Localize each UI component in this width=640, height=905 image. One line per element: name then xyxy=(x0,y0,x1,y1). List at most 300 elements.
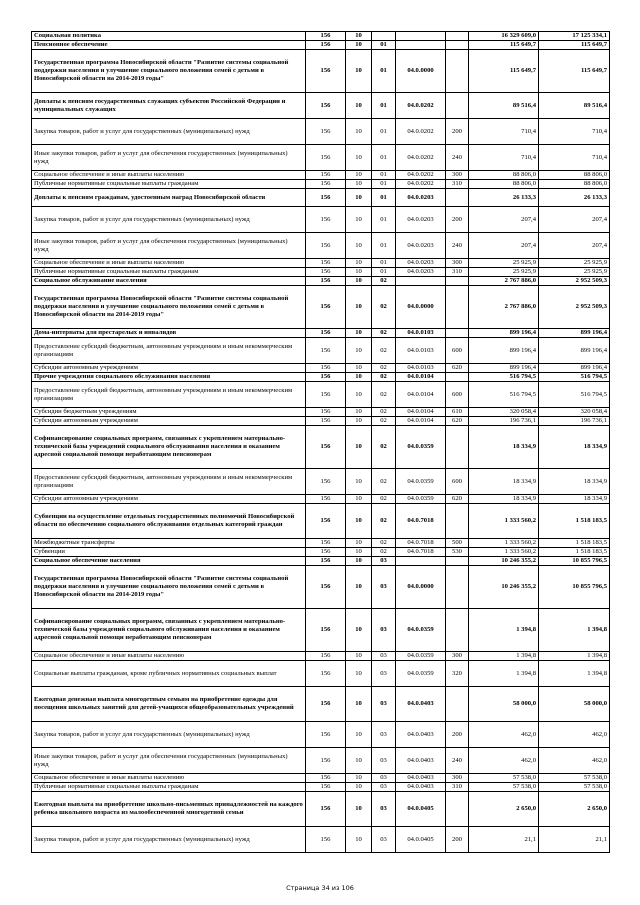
cell-amount-year2: 710,4 xyxy=(539,119,610,145)
cell-amount-year1: 462,0 xyxy=(469,748,539,774)
cell-ved: 156 xyxy=(306,548,346,557)
cell-subsection: 03 xyxy=(372,783,396,792)
row-name: Ежегодная денежная выплата многодетным семьям на приобретение одежды для посещения школьных занятий для детей-учащихся общеобразовательных учреждений xyxy=(32,687,306,722)
cell-ved: 156 xyxy=(306,180,346,189)
cell-section: 10 xyxy=(346,382,372,408)
cell-target-article: 04.0.0203 xyxy=(396,268,446,277)
row-name: Социальные выплаты гражданам, кроме публичных нормативных социальных выплат xyxy=(32,661,306,687)
cell-subsection: 01 xyxy=(372,233,396,259)
cell-amount-year2: 17 125 334,1 xyxy=(539,32,610,41)
cell-expense-type: 320 xyxy=(446,661,469,687)
row-name: Субвенции на осуществление отдельных государственных полномочий Новосибирской области по обеспечению социального обслуживания отдельных категорий граждан xyxy=(32,504,306,539)
cell-ved: 156 xyxy=(306,338,346,364)
cell-section: 10 xyxy=(346,469,372,495)
cell-amount-year1: 710,4 xyxy=(469,119,539,145)
cell-amount-year1: 899 196,4 xyxy=(469,329,539,338)
table-row xyxy=(32,93,610,119)
cell-section: 10 xyxy=(346,189,372,207)
cell-subsection: 02 xyxy=(372,286,396,329)
cell-subsection: 02 xyxy=(372,408,396,417)
cell-expense-type xyxy=(446,687,469,722)
cell-target-article: 04.0.0104 xyxy=(396,373,446,382)
cell-target-article: 04.0.0103 xyxy=(396,364,446,373)
cell-amount-year1: 1 394,8 xyxy=(469,661,539,687)
row-name: Субсидии автономным учреждениям xyxy=(32,364,306,373)
row-name: Социальное обеспечение и иные выплаты населению xyxy=(32,652,306,661)
row-name: Предоставление субсидий бюджетным, автономным учреждениям и иным некоммерческим организациям xyxy=(32,469,306,495)
cell-subsection: 02 xyxy=(372,338,396,364)
table-row xyxy=(32,661,610,687)
row-name: Субсидии бюджетным учреждениям xyxy=(32,408,306,417)
cell-subsection: 01 xyxy=(372,145,396,171)
cell-amount-year2: 18 334,9 xyxy=(539,426,610,469)
cell-section: 10 xyxy=(346,171,372,180)
cell-section: 10 xyxy=(346,661,372,687)
cell-subsection: 01 xyxy=(372,268,396,277)
cell-subsection: 02 xyxy=(372,548,396,557)
cell-section: 10 xyxy=(346,539,372,548)
cell-subsection: 01 xyxy=(372,259,396,268)
table-row xyxy=(32,145,610,171)
cell-amount-year2: 88 806,0 xyxy=(539,180,610,189)
cell-subsection: 02 xyxy=(372,495,396,504)
cell-target-article: 04.0.0403 xyxy=(396,748,446,774)
cell-expense-type xyxy=(446,286,469,329)
cell-amount-year2: 1 518 183,5 xyxy=(539,504,610,539)
cell-section: 10 xyxy=(346,268,372,277)
cell-amount-year2: 18 334,9 xyxy=(539,495,610,504)
cell-subsection: 01 xyxy=(372,119,396,145)
cell-amount-year1: 516 794,5 xyxy=(469,382,539,408)
cell-amount-year1: 196 736,1 xyxy=(469,417,539,426)
cell-expense-type: 200 xyxy=(446,722,469,748)
row-name: Социальное обеспечение и иные выплаты населению xyxy=(32,171,306,180)
row-name: Иные закупки товаров, работ и услуг для обеспечения государственных (муниципальных) нужд xyxy=(32,748,306,774)
cell-ved: 156 xyxy=(306,417,346,426)
cell-amount-year2: 1 394,8 xyxy=(539,661,610,687)
cell-target-article: 04.0.0103 xyxy=(396,329,446,338)
cell-subsection: 02 xyxy=(372,373,396,382)
cell-amount-year2: 1 394,8 xyxy=(539,609,610,652)
cell-amount-year2: 18 334,9 xyxy=(539,469,610,495)
cell-target-article: 04.0.0202 xyxy=(396,171,446,180)
cell-target-article: 04.0.0403 xyxy=(396,722,446,748)
row-name: Софинансирование социальных программ, связанных с укреплением материально-технической базы учреждений социального обслуживания населения и оказанием адресной социальной помощи неработающим пенсионерам xyxy=(32,609,306,652)
cell-subsection: 03 xyxy=(372,748,396,774)
cell-section: 10 xyxy=(346,364,372,373)
cell-amount-year1: 207,4 xyxy=(469,233,539,259)
cell-expense-type: 600 xyxy=(446,469,469,495)
cell-subsection: 03 xyxy=(372,792,396,827)
cell-amount-year2: 1 394,8 xyxy=(539,652,610,661)
cell-ved: 156 xyxy=(306,469,346,495)
table-row xyxy=(32,426,610,469)
table-row xyxy=(32,119,610,145)
cell-target-article xyxy=(396,277,446,286)
table-row xyxy=(32,259,610,268)
row-name: Доплаты к пенсиям гражданам, удостоенным наград Новосибирской области xyxy=(32,189,306,207)
cell-amount-year1: 899 196,4 xyxy=(469,364,539,373)
cell-section: 10 xyxy=(346,373,372,382)
cell-target-article: 04.0.0103 xyxy=(396,338,446,364)
table-row xyxy=(32,373,610,382)
cell-ved: 156 xyxy=(306,539,346,548)
cell-expense-type: 240 xyxy=(446,233,469,259)
table-row xyxy=(32,557,610,566)
cell-section: 10 xyxy=(346,41,372,50)
table-row xyxy=(32,329,610,338)
row-name: Закупка товаров, работ и услуг для государственных (муниципальных) нужд xyxy=(32,722,306,748)
cell-section: 10 xyxy=(346,609,372,652)
cell-target-article: 04.0.0202 xyxy=(396,145,446,171)
table-row xyxy=(32,382,610,408)
row-name: Закупка товаров, работ и услуг для государственных (муниципальных) нужд xyxy=(32,119,306,145)
cell-subsection: 02 xyxy=(372,364,396,373)
cell-ved: 156 xyxy=(306,277,346,286)
cell-amount-year2: 462,0 xyxy=(539,748,610,774)
cell-subsection: 01 xyxy=(372,171,396,180)
cell-ved: 156 xyxy=(306,233,346,259)
cell-section: 10 xyxy=(346,93,372,119)
cell-section: 10 xyxy=(346,417,372,426)
cell-expense-type: 500 xyxy=(446,539,469,548)
cell-target-article xyxy=(396,32,446,41)
table-row xyxy=(32,652,610,661)
row-name: Социальное обеспечение и иные выплаты населению xyxy=(32,259,306,268)
cell-target-article: 04.0.0405 xyxy=(396,792,446,827)
cell-section: 10 xyxy=(346,233,372,259)
table-body xyxy=(32,32,610,853)
cell-amount-year1: 1 394,8 xyxy=(469,609,539,652)
cell-ved: 156 xyxy=(306,827,346,853)
table-row xyxy=(32,286,610,329)
cell-amount-year1: 1 333 560,2 xyxy=(469,539,539,548)
cell-amount-year1: 899 196,4 xyxy=(469,338,539,364)
table-row xyxy=(32,609,610,652)
cell-ved: 156 xyxy=(306,171,346,180)
cell-amount-year1: 18 334,9 xyxy=(469,426,539,469)
cell-expense-type xyxy=(446,93,469,119)
cell-expense-type xyxy=(446,792,469,827)
table-row xyxy=(32,495,610,504)
table-row xyxy=(32,469,610,495)
cell-amount-year1: 1 333 560,2 xyxy=(469,504,539,539)
row-name: Субсидии автономным учреждениям xyxy=(32,495,306,504)
cell-amount-year2: 10 855 796,5 xyxy=(539,557,610,566)
cell-ved: 156 xyxy=(306,408,346,417)
cell-expense-type: 300 xyxy=(446,774,469,783)
cell-amount-year2: 516 794,5 xyxy=(539,382,610,408)
cell-amount-year2: 710,4 xyxy=(539,145,610,171)
row-name: Публичные нормативные социальные выплаты гражданам xyxy=(32,783,306,792)
row-name: Дома-интернаты для престарелых и инвалидов xyxy=(32,329,306,338)
cell-amount-year1: 1 394,8 xyxy=(469,652,539,661)
row-name: Социальное обеспечение населения xyxy=(32,557,306,566)
cell-ved: 156 xyxy=(306,687,346,722)
cell-section: 10 xyxy=(346,426,372,469)
table-row xyxy=(32,32,610,41)
cell-ved: 156 xyxy=(306,93,346,119)
cell-target-article: 04.0.0359 xyxy=(396,609,446,652)
cell-amount-year1: 320 058,4 xyxy=(469,408,539,417)
row-name: Социальная политика xyxy=(32,32,306,41)
cell-expense-type: 200 xyxy=(446,119,469,145)
cell-section: 10 xyxy=(346,792,372,827)
row-name: Социальное обслуживание населения xyxy=(32,277,306,286)
table-row xyxy=(32,180,610,189)
cell-target-article: 04.0.0104 xyxy=(396,417,446,426)
cell-expense-type: 200 xyxy=(446,207,469,233)
cell-amount-year1: 1 333 560,2 xyxy=(469,548,539,557)
row-name: Государственная программа Новосибирской области "Развитие системы социальной поддержки населения и улучшение социального положения семей с детьми в Новосибирской области на 2014-2019 годы" xyxy=(32,566,306,609)
cell-subsection: 03 xyxy=(372,566,396,609)
cell-ved: 156 xyxy=(306,382,346,408)
cell-target-article: 04.0.0203 xyxy=(396,189,446,207)
cell-expense-type: 300 xyxy=(446,652,469,661)
cell-subsection: 03 xyxy=(372,722,396,748)
cell-target-article: 04.0.0403 xyxy=(396,774,446,783)
cell-amount-year1: 58 000,0 xyxy=(469,687,539,722)
cell-section: 10 xyxy=(346,277,372,286)
table-row xyxy=(32,277,610,286)
cell-expense-type xyxy=(446,41,469,50)
cell-target-article: 04.0.0359 xyxy=(396,495,446,504)
cell-section: 10 xyxy=(346,180,372,189)
cell-amount-year1: 57 538,0 xyxy=(469,783,539,792)
cell-target-article: 04.0.7018 xyxy=(396,539,446,548)
cell-target-article: 04.0.7018 xyxy=(396,504,446,539)
table-row xyxy=(32,233,610,259)
cell-amount-year1: 10 246 355,2 xyxy=(469,566,539,609)
cell-subsection: 03 xyxy=(372,609,396,652)
row-name: Ежегодная выплата на приобретение школьно-письменных принадлежностей на каждого ребенка школьного возраста из малообеспеченной многодетной семьи xyxy=(32,792,306,827)
cell-target-article: 04.0.0203 xyxy=(396,259,446,268)
cell-ved: 156 xyxy=(306,259,346,268)
cell-amount-year1: 88 806,0 xyxy=(469,180,539,189)
cell-amount-year1: 57 538,0 xyxy=(469,774,539,783)
cell-expense-type xyxy=(446,50,469,93)
cell-expense-type: 310 xyxy=(446,268,469,277)
cell-ved: 156 xyxy=(306,364,346,373)
cell-target-article: 04.0.0000 xyxy=(396,286,446,329)
cell-amount-year1: 18 334,9 xyxy=(469,469,539,495)
cell-expense-type: 240 xyxy=(446,748,469,774)
cell-subsection: 03 xyxy=(372,652,396,661)
cell-amount-year2: 57 538,0 xyxy=(539,783,610,792)
cell-ved: 156 xyxy=(306,286,346,329)
cell-subsection: 02 xyxy=(372,329,396,338)
cell-amount-year1: 18 334,9 xyxy=(469,495,539,504)
cell-section: 10 xyxy=(346,50,372,93)
cell-amount-year2: 207,4 xyxy=(539,207,610,233)
cell-expense-type xyxy=(446,426,469,469)
cell-target-article: 04.0.0359 xyxy=(396,652,446,661)
cell-ved: 156 xyxy=(306,207,346,233)
cell-amount-year2: 21,1 xyxy=(539,827,610,853)
cell-amount-year1: 207,4 xyxy=(469,207,539,233)
row-name: Публичные нормативные социальные выплаты гражданам xyxy=(32,180,306,189)
cell-amount-year2: 10 855 796,5 xyxy=(539,566,610,609)
cell-expense-type xyxy=(446,32,469,41)
cell-expense-type: 620 xyxy=(446,364,469,373)
cell-subsection: 03 xyxy=(372,557,396,566)
cell-amount-year1: 10 246 355,2 xyxy=(469,557,539,566)
cell-ved: 156 xyxy=(306,495,346,504)
table-row xyxy=(32,189,610,207)
row-name: Предоставление субсидий бюджетным, автономным учреждениям и иным некоммерческим организациям xyxy=(32,338,306,364)
cell-amount-year2: 207,4 xyxy=(539,233,610,259)
cell-expense-type: 310 xyxy=(446,783,469,792)
budget-table xyxy=(31,31,610,853)
table-row xyxy=(32,268,610,277)
cell-expense-type xyxy=(446,557,469,566)
cell-amount-year1: 462,0 xyxy=(469,722,539,748)
row-name: Закупка товаров, работ и услуг для государственных (муниципальных) нужд xyxy=(32,827,306,853)
cell-section: 10 xyxy=(346,338,372,364)
row-name: Социальное обеспечение и иные выплаты населению xyxy=(32,774,306,783)
row-name: Прочие учреждения социального обслуживания населения xyxy=(32,373,306,382)
cell-ved: 156 xyxy=(306,609,346,652)
cell-ved: 156 xyxy=(306,792,346,827)
cell-amount-year2: 25 925,9 xyxy=(539,268,610,277)
table-row xyxy=(32,548,610,557)
cell-amount-year1: 2 767 886,0 xyxy=(469,277,539,286)
row-name: Пенсионное обеспечение xyxy=(32,41,306,50)
cell-subsection: 02 xyxy=(372,426,396,469)
row-name: Субсидии автономным учреждениям xyxy=(32,417,306,426)
cell-expense-type xyxy=(446,609,469,652)
cell-section: 10 xyxy=(346,207,372,233)
table-row xyxy=(32,792,610,827)
table-row xyxy=(32,748,610,774)
cell-section: 10 xyxy=(346,722,372,748)
cell-target-article: 04.0.0405 xyxy=(396,827,446,853)
cell-amount-year2: 516 794,5 xyxy=(539,373,610,382)
cell-ved: 156 xyxy=(306,50,346,93)
cell-expense-type xyxy=(446,277,469,286)
cell-subsection: 01 xyxy=(372,189,396,207)
cell-target-article: 04.0.0203 xyxy=(396,233,446,259)
cell-target-article xyxy=(396,557,446,566)
cell-ved: 156 xyxy=(306,41,346,50)
cell-amount-year2: 320 058,4 xyxy=(539,408,610,417)
row-name: Предоставление субсидий бюджетным, автономным учреждениям и иным некоммерческим организациям xyxy=(32,382,306,408)
cell-target-article: 04.0.7018 xyxy=(396,548,446,557)
cell-ved: 156 xyxy=(306,652,346,661)
cell-target-article: 04.0.0104 xyxy=(396,408,446,417)
cell-subsection: 01 xyxy=(372,93,396,119)
cell-section: 10 xyxy=(346,687,372,722)
cell-subsection: 01 xyxy=(372,50,396,93)
cell-amount-year1: 16 329 609,0 xyxy=(469,32,539,41)
cell-expense-type: 610 xyxy=(446,408,469,417)
table-row xyxy=(32,408,610,417)
cell-ved: 156 xyxy=(306,373,346,382)
table-row xyxy=(32,417,610,426)
cell-subsection: 02 xyxy=(372,417,396,426)
cell-section: 10 xyxy=(346,259,372,268)
budget-sheet xyxy=(31,31,609,853)
cell-amount-year1: 89 516,4 xyxy=(469,93,539,119)
cell-expense-type: 620 xyxy=(446,417,469,426)
table-row xyxy=(32,783,610,792)
cell-target-article: 04.0.0359 xyxy=(396,426,446,469)
row-name: Субвенции xyxy=(32,548,306,557)
cell-section: 10 xyxy=(346,774,372,783)
cell-amount-year2: 196 736,1 xyxy=(539,417,610,426)
cell-expense-type xyxy=(446,504,469,539)
table-row xyxy=(32,687,610,722)
cell-section: 10 xyxy=(346,286,372,329)
cell-section: 10 xyxy=(346,652,372,661)
row-name: Государственная программа Новосибирской области "Развитие системы социальной поддержки населения и улучшение социального положения семей с детьми в Новосибирской области на 2014-2019 годы" xyxy=(32,286,306,329)
cell-amount-year2: 462,0 xyxy=(539,722,610,748)
cell-section: 10 xyxy=(346,557,372,566)
table-row xyxy=(32,504,610,539)
cell-target-article: 04.0.0403 xyxy=(396,783,446,792)
cell-expense-type: 620 xyxy=(446,495,469,504)
cell-expense-type: 200 xyxy=(446,827,469,853)
cell-ved: 156 xyxy=(306,661,346,687)
cell-amount-year2: 26 133,3 xyxy=(539,189,610,207)
table-row xyxy=(32,50,610,93)
cell-section: 10 xyxy=(346,548,372,557)
cell-section: 10 xyxy=(346,827,372,853)
cell-amount-year1: 26 133,3 xyxy=(469,189,539,207)
cell-subsection: 02 xyxy=(372,539,396,548)
cell-ved: 156 xyxy=(306,748,346,774)
cell-expense-type: 310 xyxy=(446,180,469,189)
row-name: Иные закупки товаров, работ и услуг для обеспечения государственных (муниципальных) нужд xyxy=(32,145,306,171)
cell-amount-year2: 58 000,0 xyxy=(539,687,610,722)
cell-subsection: 01 xyxy=(372,41,396,50)
cell-expense-type: 240 xyxy=(446,145,469,171)
cell-amount-year2: 89 516,4 xyxy=(539,93,610,119)
cell-subsection: 02 xyxy=(372,382,396,408)
row-name: Публичные нормативные социальные выплаты гражданам xyxy=(32,268,306,277)
cell-amount-year2: 2 952 509,3 xyxy=(539,277,610,286)
row-name: Софинансирование социальных программ, связанных с укреплением материально-технической базы учреждений социального обслуживания населения и оказанием адресной социальной помощи неработающим пенсионерам xyxy=(32,426,306,469)
cell-section: 10 xyxy=(346,495,372,504)
cell-section: 10 xyxy=(346,408,372,417)
table-row xyxy=(32,827,610,853)
cell-amount-year2: 25 925,9 xyxy=(539,259,610,268)
cell-amount-year2: 1 518 183,5 xyxy=(539,548,610,557)
cell-amount-year1: 115 649,7 xyxy=(469,41,539,50)
cell-target-article: 04.0.0000 xyxy=(396,50,446,93)
cell-ved: 156 xyxy=(306,426,346,469)
cell-expense-type: 600 xyxy=(446,338,469,364)
cell-ved: 156 xyxy=(306,557,346,566)
cell-section: 10 xyxy=(346,504,372,539)
cell-expense-type: 530 xyxy=(446,548,469,557)
cell-subsection: 02 xyxy=(372,469,396,495)
table-row xyxy=(32,338,610,364)
cell-expense-type xyxy=(446,373,469,382)
cell-ved: 156 xyxy=(306,504,346,539)
cell-target-article: 04.0.0403 xyxy=(396,687,446,722)
cell-amount-year2: 2 650,0 xyxy=(539,792,610,827)
table-row xyxy=(32,41,610,50)
cell-section: 10 xyxy=(346,748,372,774)
cell-subsection: 02 xyxy=(372,277,396,286)
row-name: Доплаты к пенсиям государственных служащих субъектов Российской Федерации и муниципальных служащих xyxy=(32,93,306,119)
row-name: Государственная программа Новосибирской области "Развитие системы социальной поддержки населения и улучшение социального положения семей с детьми в Новосибирской области на 2014-2019 годы" xyxy=(32,50,306,93)
cell-amount-year1: 516 794,5 xyxy=(469,373,539,382)
cell-target-article: 04.0.0000 xyxy=(396,566,446,609)
cell-subsection: 03 xyxy=(372,661,396,687)
cell-amount-year2: 899 196,4 xyxy=(539,338,610,364)
